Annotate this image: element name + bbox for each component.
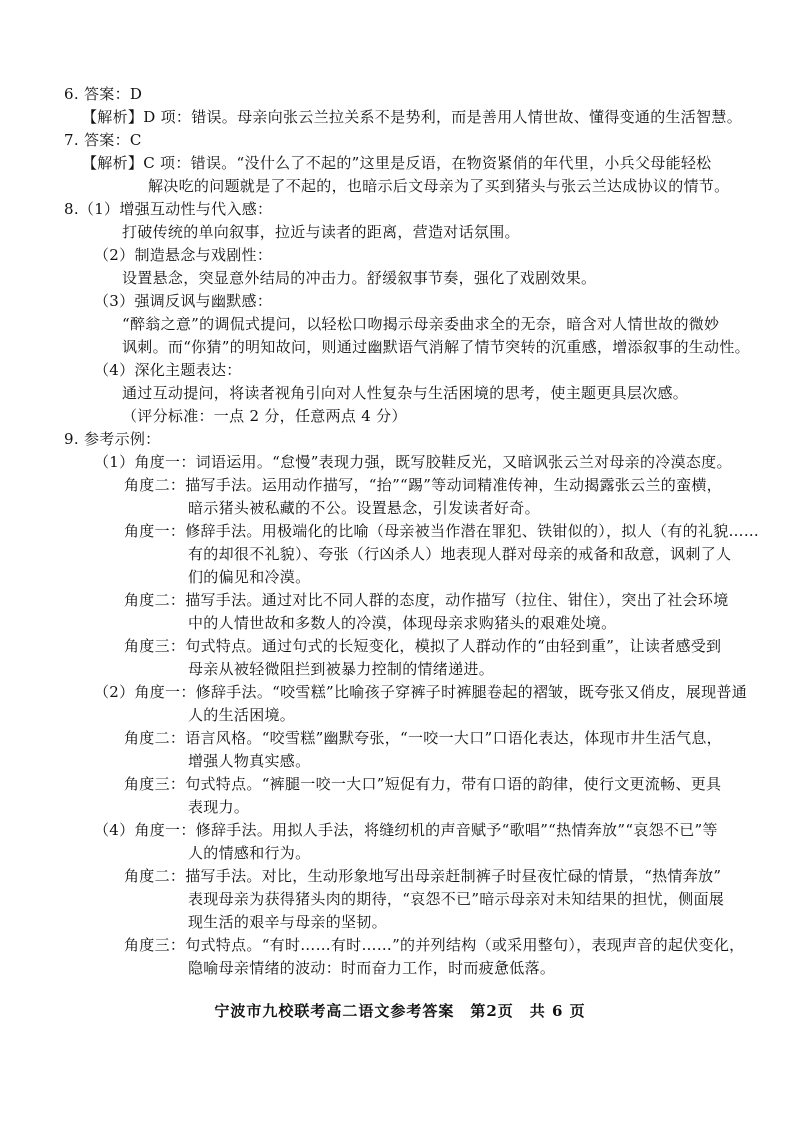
q9-1b-angle1-line1: 角度一：修辞手法。用极端化的比喻（母亲被当作潜在罪犯、铁钳似的），拟人（有的礼貌…… [124,522,760,540]
q8-point3-heading: （3）强调反讽与幽默感： [94,292,273,310]
q9-2-angle3-line1: 角度三：句式特点。“裤腿一咬一大口”短促有力，带有口语的韵律，使行文更流畅、更具 [124,775,722,793]
q9-2-angle2-line2: 增强人物真实感。 [188,752,311,770]
q9-1b-angle3-line1: 角度三：句式特点。通过句式的长短变化，模拟了人群动作的“由轻到重”，让读者感受到 [124,637,722,655]
q9-4-angle1-line1: （4）角度一：修辞手法。用拟人手法，将缝纫机的声音赋予“歌唱”“热情奔放”“哀怨不已”等 [94,821,718,839]
q9-2-angle1-line1: （2）角度一：修辞手法。“咬雪糕”比喻孩子穿裤子时裤腿卷起的褶皱，既夸张又俏皮，展现普通 [94,683,748,701]
analysis-6: 【解析】D 项：错误。母亲向张云兰拉关系不是势利，而是善用人情世故、懂得变通的生活智慧。 [82,108,742,126]
q9-1b-angle1-line3: 们的偏见和冷漠。 [188,568,311,586]
analysis-7-line1: 【解析】C 项：错误。“没什么了不起的”这里是反语，在物资紧俏的年代里，小兵父母能轻松 [82,154,712,172]
q9-1b-angle1-line2: 有的却很不礼貌）、夸张（行凶杀人）地表现人群对母亲的戒备和敌意，讽刺了人 [188,545,732,563]
answer-7: 7. 答案：C [64,131,142,149]
q8-point4-text: 通过互动提问，将读者视角引向对人性复杂与生活困境的思考，使主题更具层次感。 [122,384,689,402]
q8-point3-text-line1: “醉翁之意”的调侃式提问，以轻松口吻揭示母亲委曲求全的无奈，暗含对人情世故的微妙 [122,315,720,333]
q8-point2-heading: （2）制造悬念与戏剧性： [94,246,273,264]
q8-point3-text-line2: 讽刺。而“你猜”的明知故问，则通过幽默语气消解了情节突转的沉重感，增添叙事的生动性。 [122,338,750,356]
answer-6: 6. 答案：D [64,85,143,103]
q9-1b-angle2-line2: 中的人情世故和多数人的冷漠，体现母亲求购猪头的艰难处境。 [188,614,617,632]
q9-4-angle3-line1: 角度三：句式特点。“有时……有时……”的并列结构（或采用整句），表现声音的起伏变化， [124,936,745,954]
q9-4-angle2-line3: 现生活的艰辛与母亲的坚韧。 [188,913,387,931]
q9-4-angle2-line2: 表现母亲为获得猪头肉的期待，“哀怨不已”暗示母亲对未知结果的担忧，侧面展 [188,890,725,908]
page-footer: 宁波市九校联考高二语文参考答案 第2页 共 6 页 [214,1002,586,1020]
q9-1b-angle2-line1: 角度二：描写手法。通过对比不同人群的态度，动作描写（拉住、钳住），突出了社会环境 [124,591,729,609]
q8-point1-heading: 8.（1）增强互动性与代入感： [64,200,273,218]
q9-4-angle1-line2: 人的情感和行为。 [188,844,311,862]
q8-scoring-note: （评分标准：一点 2 分，任意两点 4 分） [122,407,407,425]
q9-heading: 9. 参考示例： [64,430,161,448]
q8-point1-text: 打破传统的单向叙事，拉近与读者的距离，营造对话氛围。 [122,223,520,241]
q8-point2-text: 设置悬念，突显意外结局的冲击力。舒缓叙事节奏，强化了戏剧效果。 [122,269,597,287]
q9-2-angle2-line1: 角度二：语言风格。“咬雪糕”幽默夸张，“一咬一大口”口语化表达，体现市井生活气息， [124,729,722,747]
q9-1b-angle3-line2: 母亲从被轻微阻拦到被暴力控制的情绪递进。 [188,660,495,678]
q9-1-angle1: （1）角度一：词语运用。“怠慢”表现力强，既写胶鞋反光，又暗讽张云兰对母亲的冷漠态度。 [94,453,732,471]
q9-4-angle3-line2: 隐喻母亲情绪的波动：时而奋力工作，时而疲惫低落。 [188,959,556,977]
q9-1-angle2-line2: 暗示猪头被私藏的不公。设置悬念，引发读者好奇。 [188,499,540,517]
q9-2-angle3-line2: 表现力。 [188,798,250,816]
q9-4-angle2-line1: 角度二：描写手法。对比，生动形象地写出母亲赶制裤子时昼夜忙碌的情景，“热情奔放” [124,867,722,885]
q9-1-angle2-line1: 角度二：描写手法。运用动作描写，“抬”“踢”等动词精准传神，生动揭露张云兰的蛮横， [124,476,722,494]
q9-2-angle1-line2: 人的生活困境。 [188,706,296,724]
q8-point4-heading: （4）深化主题表达： [94,361,242,379]
analysis-7-line2: 解决吃的问题就是了不起的，也暗示后文母亲为了买到猪头与张云兰达成协议的情节。 [148,177,730,195]
